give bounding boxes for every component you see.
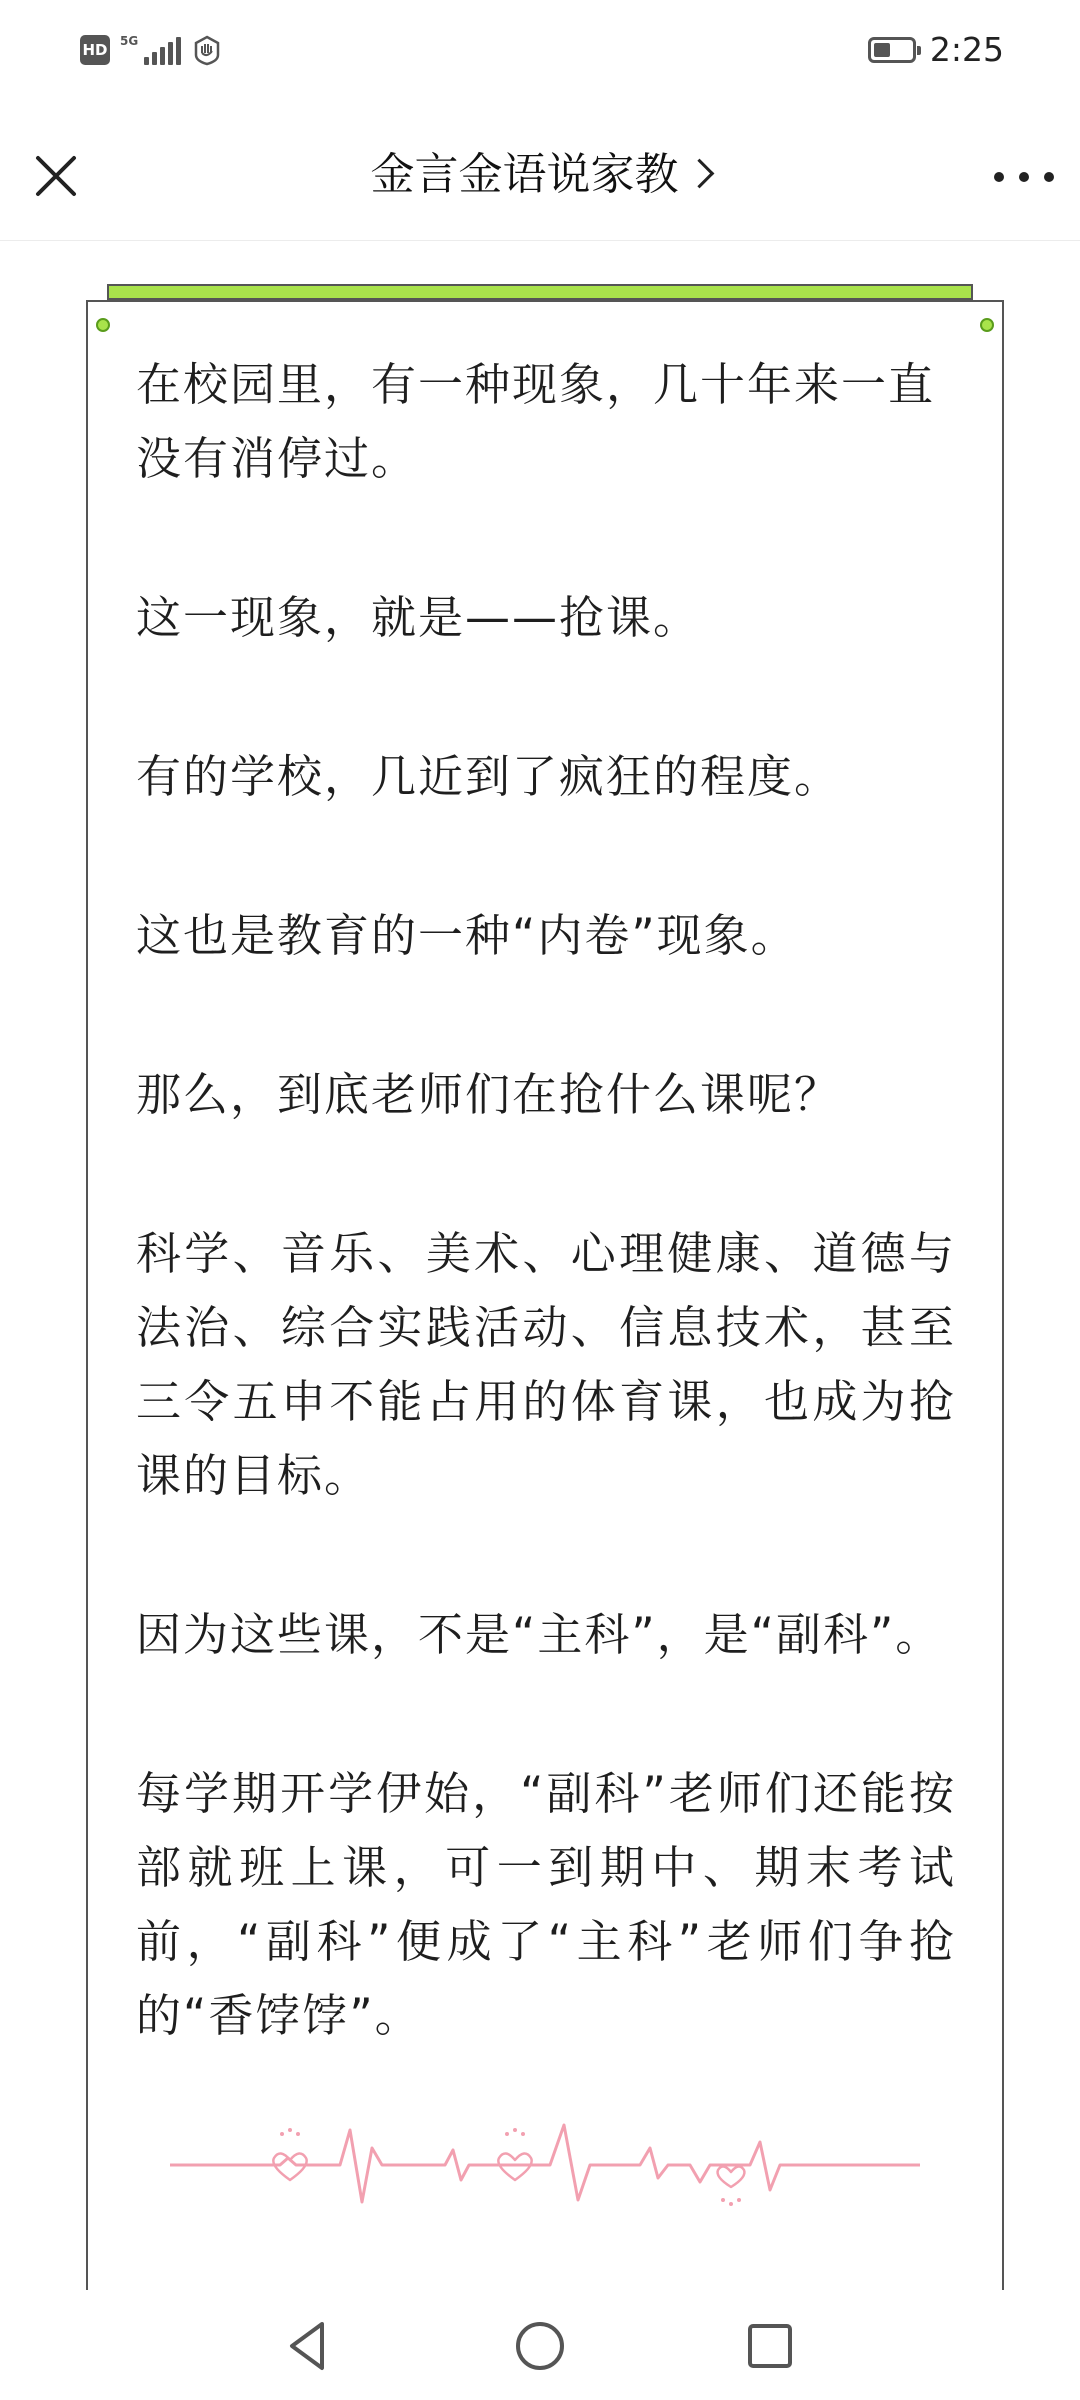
article-paragraph: 因为这些课，不是“主科”，是“副科”。 bbox=[136, 1608, 943, 1661]
frame-top-strip bbox=[107, 284, 973, 300]
nfc-icon bbox=[191, 34, 223, 66]
system-nav-bar bbox=[0, 2290, 1080, 2400]
network-type-label: 5G bbox=[120, 34, 139, 48]
heartbeat-divider bbox=[170, 2120, 920, 2210]
status-bar bbox=[0, 0, 1080, 110]
status-left bbox=[80, 34, 223, 66]
page-title: 金言金语说家教 bbox=[370, 149, 679, 200]
article-paragraph: 有的学校，几近到了疯狂的程度。 bbox=[136, 750, 842, 803]
article-body bbox=[136, 348, 956, 2138]
article-paragraph: 这一现象，就是——抢课。 bbox=[136, 591, 701, 644]
article-paragraph: 在校园里，有一种现象，几十年来一直没有消停过。 bbox=[136, 358, 936, 485]
status-right bbox=[868, 30, 1004, 69]
chevron-right-icon bbox=[684, 158, 714, 188]
status-clock: 2:25 bbox=[929, 30, 1004, 69]
battery-icon bbox=[868, 37, 916, 63]
hd-badge: HD bbox=[80, 35, 110, 65]
more-icon[interactable] bbox=[994, 152, 1054, 202]
home-circle-icon[interactable] bbox=[508, 2314, 572, 2378]
article-paragraph: 每学期开学伊始，“副科”老师们还能按部就班上课，可一到期中、期末考试前，“副科”便成了“主科”老师们争抢的“香饽饽”。 bbox=[136, 1767, 956, 2042]
back-triangle-icon[interactable] bbox=[278, 2314, 342, 2378]
article-paragraph: 科学、音乐、美术、心理健康、道德与法治、综合实践活动、信息技术，甚至三令五申不能占用的体育课，也成为抢课的目标。 bbox=[136, 1227, 956, 1502]
article-paragraph: 那么，到底老师们在抢什么课呢？ bbox=[136, 1068, 842, 1121]
frame-dot-left bbox=[96, 318, 110, 332]
title-bar bbox=[0, 110, 1080, 241]
article-paragraph: 这也是教育的一种“内卷”现象。 bbox=[136, 909, 798, 962]
account-title-link[interactable] bbox=[0, 143, 1080, 207]
signal-icon bbox=[120, 35, 181, 65]
battery-fill bbox=[874, 43, 890, 57]
frame-dot-right bbox=[980, 318, 994, 332]
recents-square-icon[interactable] bbox=[738, 2314, 802, 2378]
